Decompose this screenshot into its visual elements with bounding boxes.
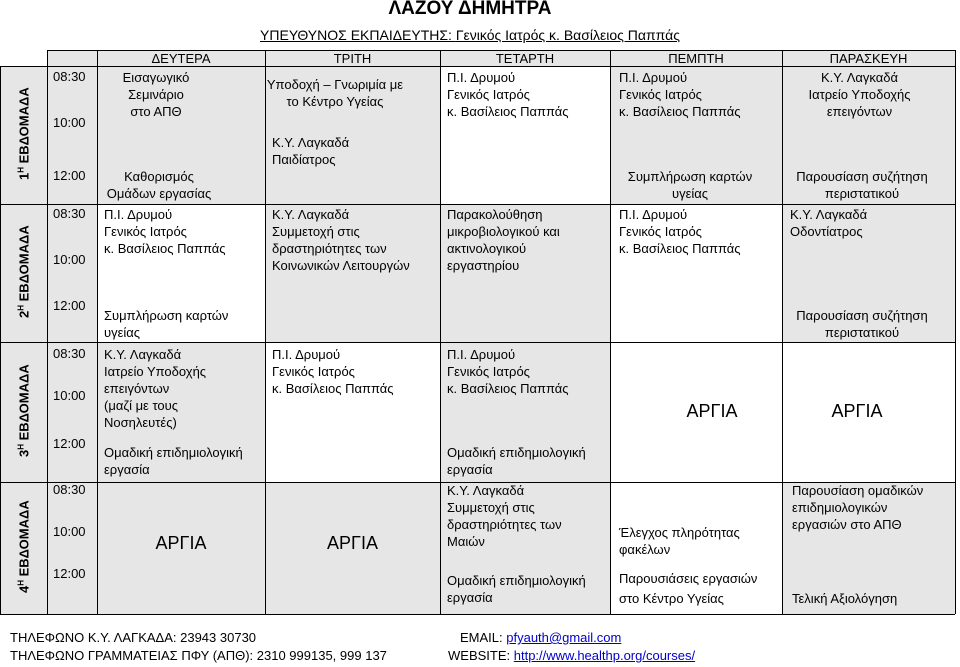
week-label-4 [16, 477, 31, 617]
week-sup: Η [16, 580, 26, 586]
day-header-thursday: ΠΕΜΠΤΗ [668, 51, 724, 66]
w4-wed-b: Ομαδική επιδημιολογική εργασία [447, 573, 586, 605]
hline [0, 342, 955, 343]
w3-fri-holiday: ΑΡΓΙΑ [831, 401, 883, 421]
w3-mon-a: Κ.Υ. Λαγκαδά Ιατρείο Υποδοχής επειγόντων (μαζί με τους Νοσηλευτές) [104, 347, 207, 430]
week-number: 3 [16, 449, 32, 458]
day-header-friday: ΠΑΡΑΣΚΕΥΗ [829, 51, 908, 66]
w3-thu-holiday: ΑΡΓΙΑ [686, 401, 738, 421]
week-word: ΕΒΔΟΜΑΔΑ [16, 225, 32, 306]
vline [610, 50, 611, 614]
week-number: 4 [16, 585, 32, 594]
time-w3-0830: 08:30 [53, 346, 86, 361]
w2-tue-a: Κ.Υ. Λαγκαδά Συμμετοχή στις δραστηριότητες των Κοινωνικών Λειτουργών [272, 207, 410, 273]
week-sup: Η [16, 167, 26, 173]
w2-mon-b: Συμπλήρωση καρτών υγείας [104, 308, 229, 340]
subtitle-prefix: ΥΠΕΥΘΥΝΟΣ ΕΚΠΑΙΔΕΥΤΗΣ: [260, 27, 456, 43]
w4-fri-a: Παρουσίαση ομαδικών επιδημιολογικών εργασιών στο ΑΠΘ [792, 483, 924, 532]
w3-wed-b: Ομαδική επιδημιολογική εργασία [447, 445, 586, 477]
vline [97, 50, 98, 614]
w4-wed-a: Κ.Υ. Λαγκαδά Συμμετοχή στις δραστηριότητες των Μαιών [447, 483, 562, 549]
vline [0, 66, 1, 614]
w4-mon-holiday: ΑΡΓΙΑ [155, 533, 207, 553]
w2-fri-a: Κ.Υ. Λαγκαδά Οδοντίατρος [790, 207, 868, 239]
page-title: ΛΑΖΟΥ ΔΗΜΗΤΡΑ [388, 0, 552, 19]
week-word: ΕΒΔΟΜΑΔΑ [16, 500, 32, 581]
time-w4-0830: 08:30 [53, 482, 86, 497]
w2-thu-a: Π.Ι. Δρυμού Γενικός Ιατρός κ. Βασίλειος Παππάς [619, 207, 741, 256]
footer-phone-center: ΤΗΛΕΦΩΝΟ Κ.Υ. ΛΑΓΚΑΔΑ: 23943 30730 [10, 630, 257, 645]
time-w2-0830: 08:30 [53, 206, 86, 221]
w1-mon-b: Καθορισμός Ομάδων εργασίας [106, 169, 212, 201]
w2-fri-b: Παρουσίαση συζήτηση περιστατικού [796, 308, 928, 340]
w4-thu-a: Έλεγχος πληρότητας φακέλων [619, 525, 740, 557]
email-label: EMAIL: [460, 630, 507, 645]
w1-tue-a: Υποδοχή – Γνωριμία με το Κέντρο Υγείας [266, 77, 404, 109]
subtitle-name: Γενικός Ιατρός κ. Βασίλειος Παππάς [455, 27, 680, 43]
week1-time-bg [47, 66, 97, 204]
w1-tue-b: Κ.Υ. Λαγκαδά Παιδίατρος [272, 135, 350, 167]
week4-time-bg [47, 482, 97, 614]
week-sup: Η [16, 444, 26, 450]
website-link[interactable]: http://www.healthp.org/courses/ [513, 648, 696, 663]
footer-email [460, 630, 621, 645]
week-number: 1 [16, 172, 32, 181]
footer-phone-secretary: ΤΗΛΕΦΩΝΟ ΓΡΑΜΜΑΤΕΙΑΣ ΠΦΥ (ΑΠΘ): 2310 999135, 999 137 [10, 648, 387, 663]
w4-thu-b1: Παρουσιάσεις εργασιών [619, 571, 758, 586]
email-link[interactable]: pfyauth@gmail.com [506, 630, 622, 645]
hline [0, 204, 955, 205]
w1-mon-a: Εισαγωγικό Σεμινάριο στο ΑΠΘ [122, 70, 190, 119]
week2-time-bg [47, 204, 97, 342]
week-word: ΕΒΔΟΜΑΔΑ [16, 87, 32, 168]
vline [955, 50, 956, 614]
week-label-2 [16, 202, 31, 342]
time-w1-1200: 12:00 [53, 168, 86, 183]
week3-time-bg [47, 342, 97, 482]
w3-tue-a: Π.Ι. Δρυμού Γενικός Ιατρός κ. Βασίλειος Παππάς [272, 347, 394, 396]
w1-thu-a: Π.Ι. Δρυμού Γενικός Ιατρός κ. Βασίλειος Παππάς [619, 70, 741, 119]
w3-mon-b: Ομαδική επιδημιολογική εργασία [104, 445, 243, 477]
time-w2-1000: 10:00 [53, 252, 86, 267]
w1-fri-a: Κ.Υ. Λαγκαδά Ιατρείο Υποδοχής επειγόντων [808, 70, 911, 119]
vline [440, 50, 441, 614]
time-w1-1000: 10:00 [53, 115, 86, 130]
footer-website [448, 648, 695, 663]
w1-thu-b: Συμπλήρωση καρτών υγείας [627, 169, 753, 201]
vline [265, 50, 266, 614]
w3-wed-a: Π.Ι. Δρυμού Γενικός Ιατρός κ. Βασίλειος Παππάς [447, 347, 569, 396]
day-header-monday: ΔΕΥΤΕΡΑ [151, 51, 211, 66]
w2-mon-a: Π.Ι. Δρυμού Γενικός Ιατρός κ. Βασίλειος Παππάς [104, 207, 226, 256]
w2-wed-a: Παρακολούθηση μικροβιολογικού και ακτινολογικού εργαστηρίου [447, 207, 560, 273]
w1-wed-a: Π.Ι. Δρυμού Γενικός Ιατρός κ. Βασίλειος Παππάς [447, 70, 569, 119]
w1-fri-b: Παρουσίαση συζήτηση περιστατικού [796, 169, 928, 201]
w4-tue-holiday: ΑΡΓΙΑ [327, 533, 378, 553]
week-label-3 [16, 341, 31, 481]
day-header-wednesday: ΤΕΤΑΡΤΗ [495, 51, 555, 66]
page-subtitle [0, 27, 940, 43]
time-w2-1200: 12:00 [53, 298, 86, 313]
website-label: WEBSITE: [448, 648, 514, 663]
w4-thu-b2: στο Κέντρο Υγείας [619, 591, 724, 606]
week-number: 2 [16, 310, 32, 319]
time-w3-1200: 12:00 [53, 436, 86, 451]
w4-fri-b: Τελική Αξιολόγηση [792, 591, 898, 606]
week-label-1 [16, 64, 31, 204]
time-w4-1000: 10:00 [53, 524, 86, 539]
time-w1-0830: 08:30 [53, 69, 86, 84]
week-word: ΕΒΔΟΜΑΔΑ [16, 364, 32, 445]
week-sup: Η [16, 305, 26, 311]
hline [0, 614, 955, 615]
time-w3-1000: 10:00 [53, 388, 86, 403]
time-w4-1200: 12:00 [53, 566, 86, 581]
day-header-tuesday: ΤΡΙΤΗ [333, 51, 372, 66]
vline [47, 50, 48, 614]
